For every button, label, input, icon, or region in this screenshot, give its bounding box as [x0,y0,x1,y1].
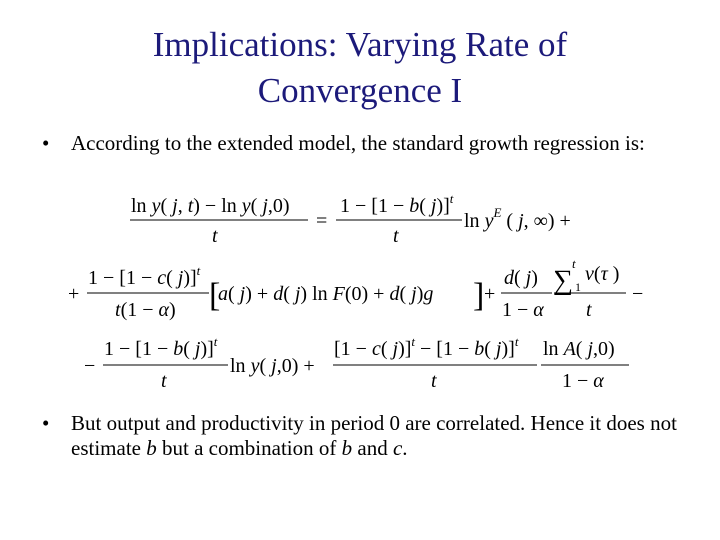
svg-text:a( j) + d( j) ln F(0) + d( j)g: a( j) + d( j) ln F(0) + d( j)g [218,283,434,305]
bullet-text: According to the extended model, the standard growth regression is: [71,131,645,155]
svg-text:[: [ [209,277,221,314]
svg-text:−: − [84,355,96,377]
svg-text:+: + [484,283,496,305]
svg-text:t(1 − α): t(1 − α) [115,299,176,321]
svg-text:1 − [1 − c( j)]t: 1 − [1 − c( j)]$^t$ [88,263,201,289]
bullet-marker: • [42,131,50,155]
svg-text:ln yE ( j, ∞) +: $\ln y^E$ ( j, ∞) + [464,205,571,232]
svg-text:v(τ ): v(τ ) [585,263,620,285]
svg-text:t: t [431,370,437,392]
svg-text:−: − [632,283,644,305]
svg-text:1 − α: 1 − α [562,370,604,392]
svg-text:t: t [212,225,218,247]
svg-text:ln y( j,0) +: ln y( j,0) + [230,355,315,377]
svg-text:ln y( j, t) − ln y( j,0): ln y( j, t) − ln y( j,0) [131,195,290,217]
bullet-marker: • [42,411,50,435]
svg-text:ln A( j,0): ln A( j,0) [543,338,615,360]
svg-text:1 − [1 − b( j)]t: 1 − [1 − b( j)]$^t$ [340,191,454,217]
svg-text:t: t [586,299,592,321]
svg-text:]: ] [473,277,485,314]
svg-text:[1 − c( j)]t − [1 − b( j)]t: [1 − c( j)]$^t$ − [1 − b( j)]$^t$ [334,334,519,360]
title-line-2: Convergence I [257,71,463,110]
bullet-text: But output and productivity in period 0 are correlated. Hence it does not estimate b but a combination of b and c. [71,411,677,460]
svg-text:t: t [393,225,399,247]
svg-text:t: t [572,256,576,271]
svg-text:1 − [1 − b( j)]t: 1 − [1 − b( j)]$^t$ [104,334,218,360]
svg-text:t: t [161,370,167,392]
title-line-1: Implications: Varying Rate of [152,25,568,64]
svg-text:=: = [316,210,328,232]
svg-text:1: 1 [575,280,581,294]
svg-text:∑: ∑ [553,265,573,296]
svg-text:1 − α: 1 − α [502,299,544,321]
svg-text:d( j): d( j) [504,267,538,289]
svg-text:+: + [68,283,80,305]
